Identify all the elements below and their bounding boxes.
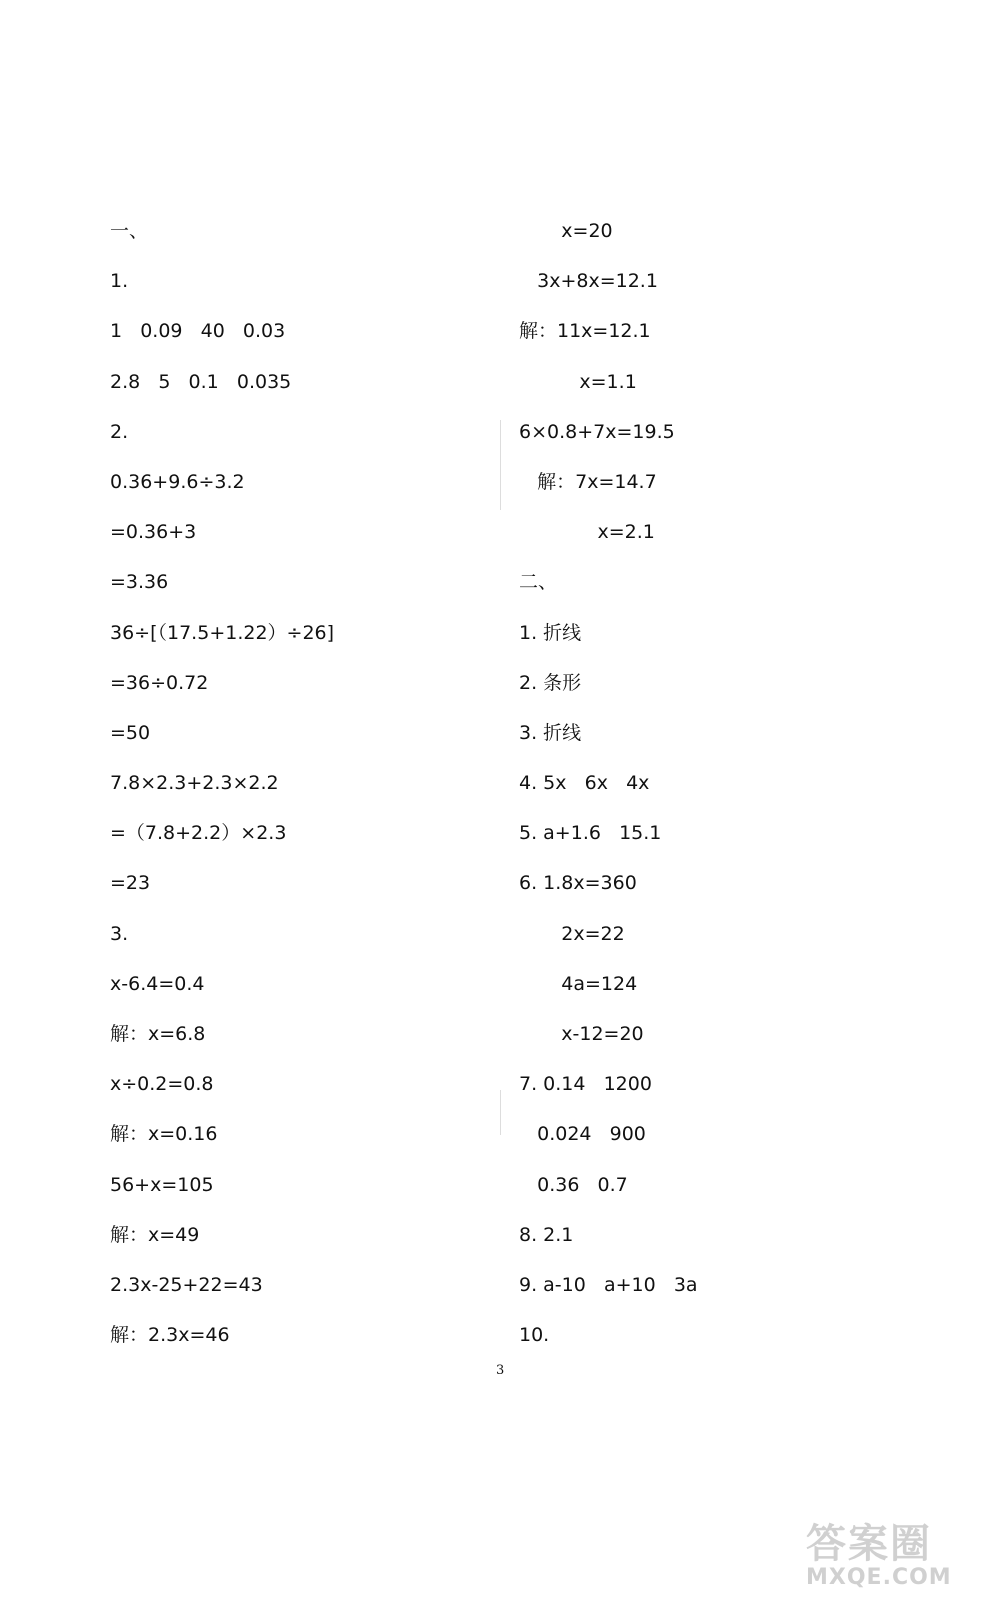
scan-artifact [500, 420, 501, 510]
answer-line: 8. 2.1 [519, 1223, 574, 1246]
answer-line: 10. [519, 1324, 550, 1347]
left-answer-column [110, 216, 510, 1370]
answer-line: 7.8×2.3+2.3×2.2 [110, 772, 279, 795]
answer-line: 9. a-10 a+10 3a [519, 1273, 698, 1296]
answer-line: 1. 折线 [519, 621, 582, 644]
answer-line: 3x+8x=12.1 [519, 270, 658, 293]
answer-line: 2. 条形 [519, 671, 582, 694]
answer-line: =0.36+3 [110, 521, 197, 544]
answer-line: 2.3x-25+22=43 [110, 1273, 263, 1296]
answer-line: 5. a+1.6 15.1 [519, 822, 662, 845]
answer-line: x=20 [519, 220, 613, 242]
answer-line: 解：x=49 [110, 1223, 200, 1246]
answer-line: =（7.8+2.2）×2.3 [110, 822, 287, 845]
answer-line: 0.024 900 [519, 1123, 646, 1146]
answer-line: 一、 [110, 220, 149, 242]
watermark-bottom: MXQE.COM [806, 1565, 952, 1590]
answer-line: =3.36 [110, 571, 169, 594]
answer-line: =36÷0.72 [110, 671, 209, 694]
answer-line: =50 [110, 721, 151, 744]
answer-line: x-12=20 [519, 1023, 644, 1045]
answer-line: x=2.1 [519, 521, 655, 544]
right-answer-column [519, 216, 919, 1370]
answer-line: 0.36 0.7 [519, 1173, 628, 1196]
answer-line: 解：11x=12.1 [519, 320, 651, 343]
answer-line: 2x=22 [519, 922, 625, 945]
answer-line: 56+x=105 [110, 1173, 214, 1196]
watermark-top: 答案圈 [806, 1521, 932, 1567]
answer-line: 4a=124 [519, 972, 638, 995]
answer-line: 1. [110, 270, 129, 293]
answer-line: x÷0.2=0.8 [110, 1073, 214, 1096]
answer-line: 解：x=6.8 [110, 1023, 206, 1045]
answer-line: 二、 [519, 571, 558, 594]
answer-line: 3. [110, 922, 129, 945]
answer-line: 6. 1.8x=360 [519, 872, 637, 895]
answer-line: 36÷[（17.5+1.22）÷26] [110, 621, 335, 644]
answer-line: 4. 5x 6x 4x [519, 772, 650, 795]
answer-line: 3. 折线 [519, 721, 582, 744]
answer-line: 2.8 5 0.1 0.035 [110, 370, 292, 393]
page-number: 3 [496, 1363, 505, 1378]
answer-line: =23 [110, 872, 151, 895]
watermark-logo [806, 1522, 976, 1594]
answer-line: 解：7x=14.7 [519, 470, 657, 493]
answer-line: 7. 0.14 1200 [519, 1073, 652, 1096]
answer-line: 2. [110, 420, 129, 443]
answer-line: x-6.4=0.4 [110, 972, 205, 995]
scan-artifact [500, 1090, 501, 1135]
answer-line: 解：2.3x=46 [110, 1324, 230, 1347]
answer-line: x=1.1 [519, 370, 637, 393]
answer-line: 0.36+9.6÷3.2 [110, 470, 245, 493]
answer-line: 解：x=0.16 [110, 1123, 218, 1146]
answer-line: 1 0.09 40 0.03 [110, 320, 286, 343]
answer-line: 6×0.8+7x=19.5 [519, 420, 675, 443]
